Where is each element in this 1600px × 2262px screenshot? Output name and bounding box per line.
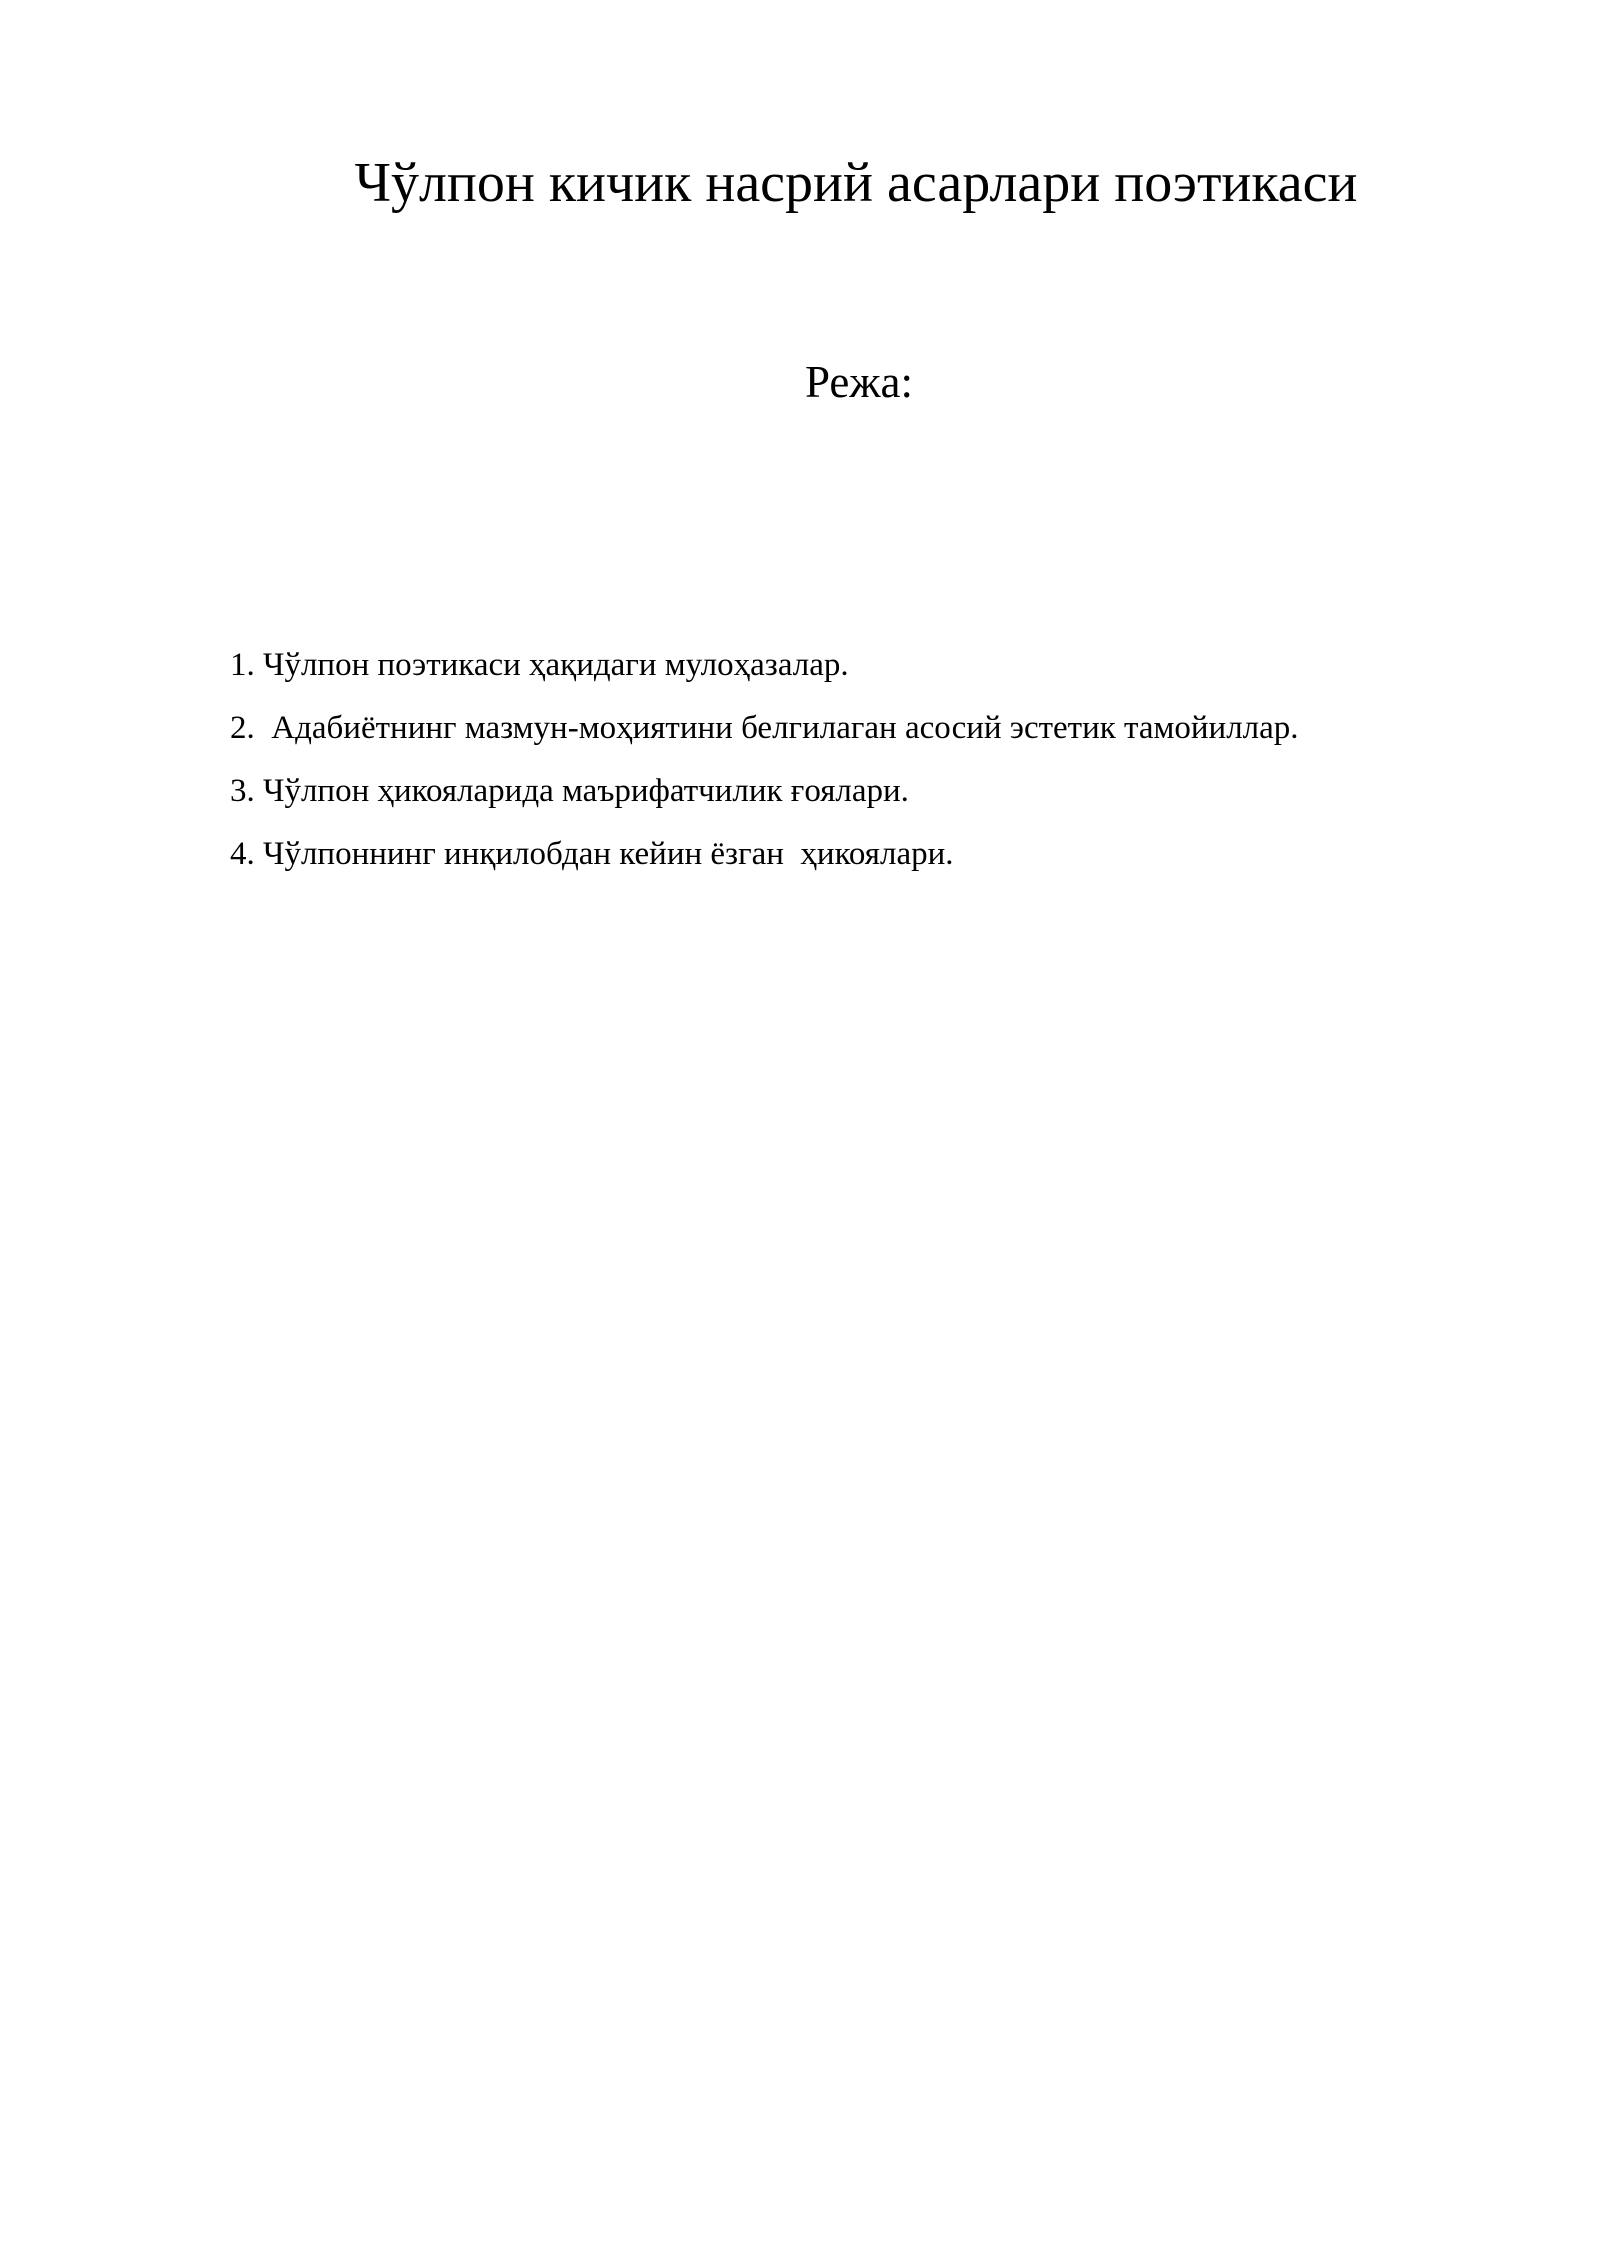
plan-item-2: 2. Адабиётнинг мазмун-моҳиятини белгилаган асосий эстетик тамойиллар. — [230, 710, 1299, 746]
plan-list — [230, 645, 1299, 897]
document-title: Чўлпон кичик насрий асарлари поэтикаси — [354, 152, 1358, 214]
plan-item-4: 4. Чўлпоннинг инқилобдан кейин ёзган ҳикоялари. — [230, 836, 954, 872]
plan-heading: Режа: — [805, 357, 913, 407]
plan-item-1: 1. Чўлпон поэтикаси ҳақидаги мулоҳазалар. — [230, 647, 849, 683]
plan-item-3: 3. Чўлпон ҳикояларида маърифатчилик ғоялари. — [230, 773, 909, 809]
